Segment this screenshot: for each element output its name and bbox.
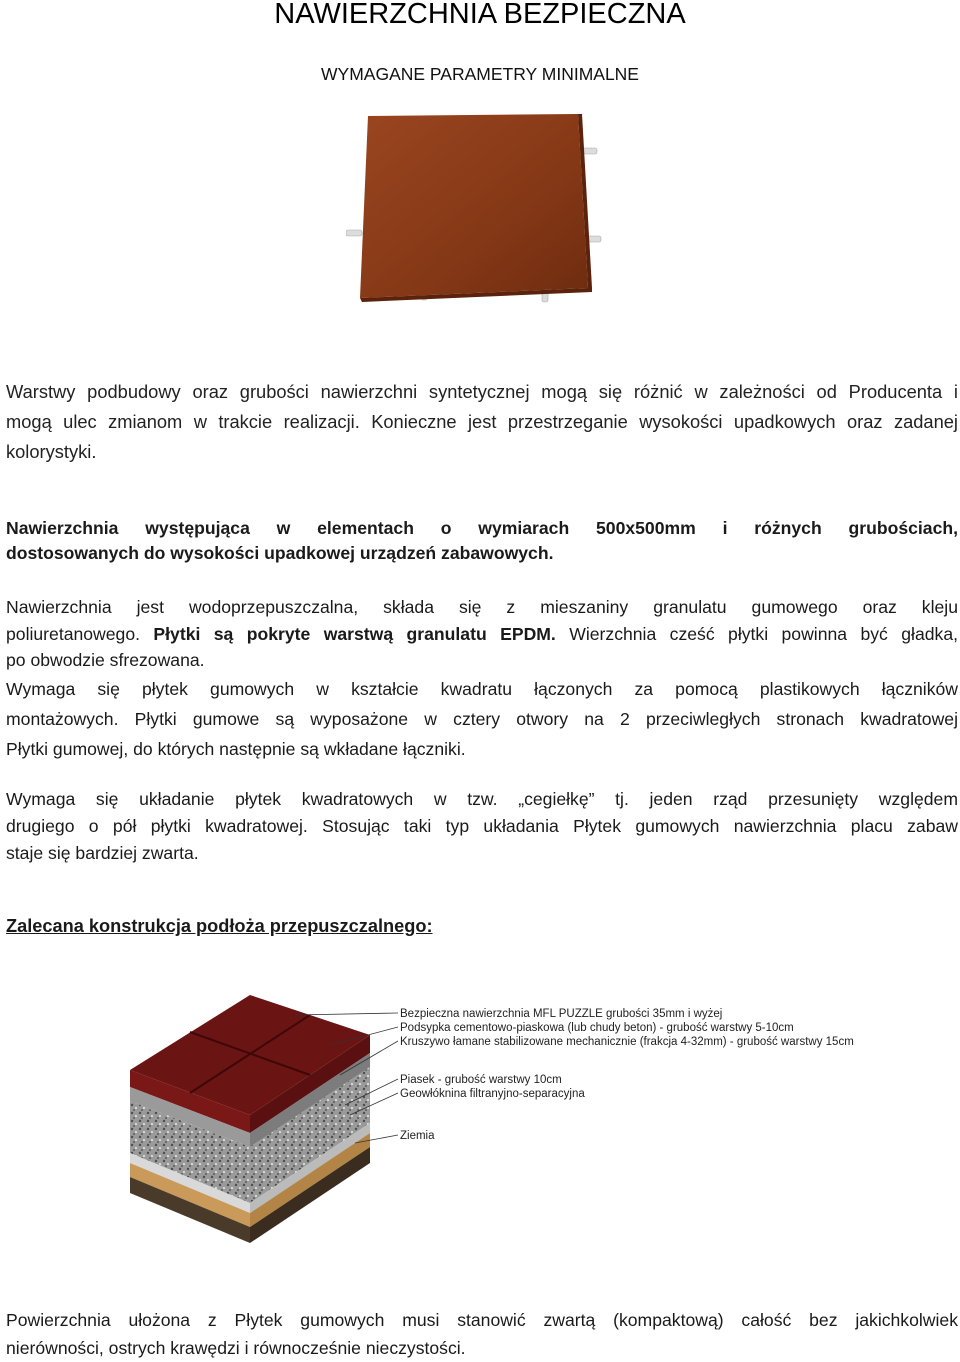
paragraph-line: Warstwy podbudowy oraz grubości nawierzchni syntetycznej mogą się różnić w zależności od Producenta i <box>6 381 958 402</box>
legend-soil: Ziemia <box>400 1130 435 1142</box>
page-subtitle: WYMAGANE PARAMETRY MINIMALNE <box>321 64 639 84</box>
paragraph-line: montażowych. Płytki gumowe są wyposażone w cztery otwory na 2 przeciwległych stronach kwadratowej <box>6 708 958 729</box>
legend-bedding: Podsypka cementowo-piaskowa (lub chudy beton) - grubość warstwy 5-10cm <box>400 1022 794 1034</box>
paragraph-dimensions <box>6 516 958 566</box>
paragraph-line: Wymaga się układanie płytek kwadratowych w tzw. „cegiełkę” tj. jeden rząd przesunięty względem <box>6 789 958 809</box>
paragraph-laying <box>6 786 958 867</box>
paragraph-line: po obwodzie sfrezowana. <box>6 650 205 670</box>
cross-section-diagram <box>130 975 910 1270</box>
paragraph-line: staje się bardziej zwarta. <box>6 843 199 863</box>
legend-surface: Bezpieczna nawierzchnia MFL PUZZLE grubości 35mm i wyżej <box>400 1008 723 1020</box>
legend-aggregate: Kruszywo łamane stabilizowane mechanicznie (frakcja 4-32mm) - grubość warstwy 15cm <box>400 1036 854 1048</box>
paragraph-composition <box>6 594 958 764</box>
paragraph-line: drugiego o pół płytki kwadratowej. Stosując taki typ układania Płytek gumowych nawierzchnia placu zabaw <box>6 816 958 836</box>
paragraph-surface <box>6 1306 958 1362</box>
paragraph-line: Nawierzchnia jest wodoprzepuszczalna, składa się z mieszaniny granulatu gumowego oraz kleju <box>6 597 958 617</box>
paragraph-line: poliuretanowego. Płytki są pokryte warstwą granulatu EPDM. Wierzchnia cześć płytki powinna być gładka, <box>6 623 958 644</box>
paragraph-line: kolorystyki. <box>6 441 97 462</box>
paragraph-line: mogą ulec zmianom w trakcie realizacji. Konieczne jest przestrzeganie wysokości upadkowych oraz zadanej <box>6 411 958 432</box>
paragraph-line: dostosowanych do wysokości upadkowej urządzeń zabawowych. <box>6 543 554 563</box>
paragraph-line: nierówności, ostrych krawędzi i równocześnie nieczystości. <box>6 1338 466 1358</box>
paragraph-line: Wymaga się płytek gumowych w kształcie kwadratu łączonych za pomocą plastikowych łączników <box>6 678 958 699</box>
page-title: NAWIERZCHNIA BEZPIECZNA <box>274 0 686 30</box>
paragraph-layers <box>6 377 958 467</box>
epdm-note: Płytki są pokryte warstwą granulatu EPDM. <box>153 623 556 644</box>
paragraph-line: Nawierzchnia występująca w elementach o wymiarach 500x500mm i różnych grubościach, <box>6 518 958 538</box>
legend-geotextile: Geowłóknina filtranyjno-separacyjna <box>400 1088 585 1100</box>
paragraph-line: Powierzchnia ułożona z Płytek gumowych musi stanowić zwartą (kompaktową) całość bez jakichkolwiek <box>6 1310 958 1330</box>
legend-sand: Piasek - grubość warstwy 10cm <box>400 1074 562 1086</box>
rubber-tile-image <box>346 110 606 306</box>
section-heading: Zalecana konstrukcja podłoża przepuszczalnego: <box>6 916 433 936</box>
paragraph-line: Płytki gumowej, do których następnie są wkładane łączniki. <box>6 738 466 759</box>
